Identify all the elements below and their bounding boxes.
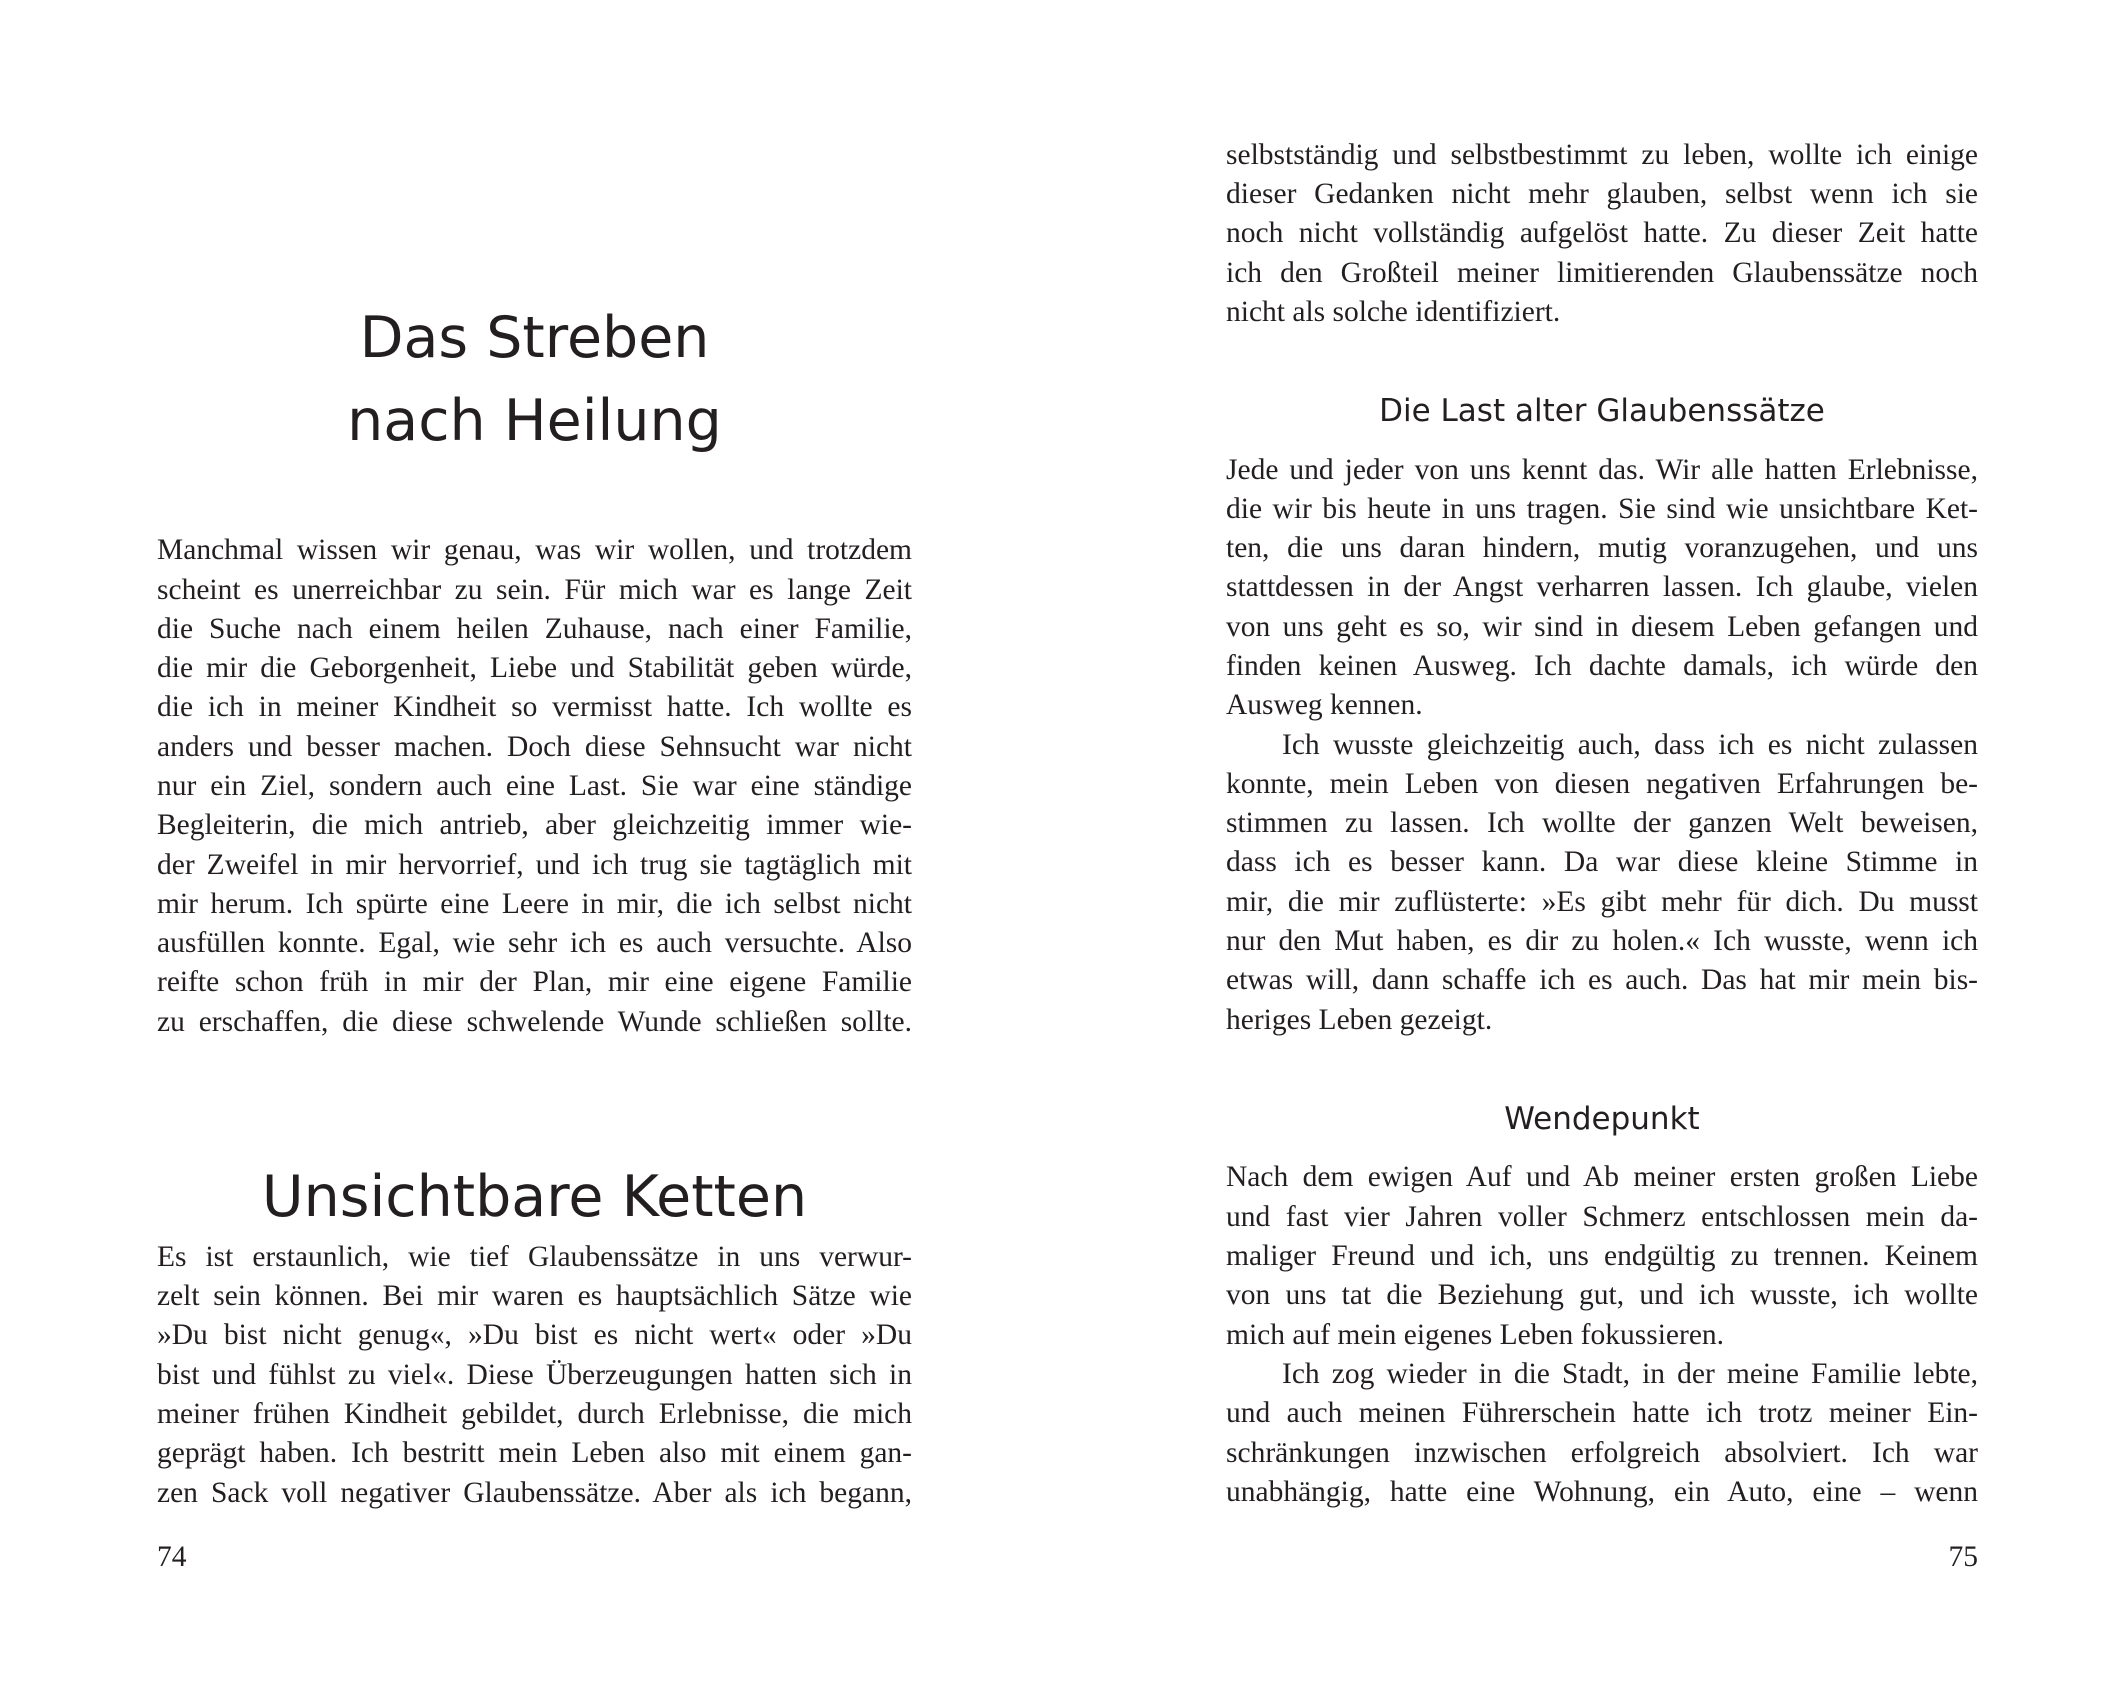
text-line: konnte, mein Leben von diesen negativen Erfahrungen be- <box>1226 768 1978 800</box>
text-line: finden keinen Ausweg. Ich dachte damals, ich würde den <box>1226 650 1978 682</box>
text-line: die ich in meiner Kindheit so vermisst hatte. Ich wollte es <box>157 691 912 723</box>
text-line: ten, die uns daran hindern, mutig voranzugehen, und uns <box>1226 532 1978 564</box>
text-line: nur den Mut haben, es dir zu holen.« Ich wusste, wenn ich <box>1226 925 1978 957</box>
text-line: und fast vier Jahren voller Schmerz entschlossen mein da- <box>1226 1201 1978 1233</box>
page-number: 75 <box>1948 1541 1978 1573</box>
text-line: maliger Freund und ich, uns endgültig zu trennen. Keinem <box>1226 1240 1978 1272</box>
text-line: selbstständig und selbstbestimmt zu leben, wollte ich einige <box>1226 139 1978 171</box>
text-line: dass ich es besser kann. Da war diese kleine Stimme in <box>1226 846 1978 878</box>
text-line: anders und besser machen. Doch diese Sehnsucht war nicht <box>157 731 912 763</box>
text-line: geprägt haben. Ich bestritt mein Leben also mit einem gan- <box>157 1437 912 1469</box>
text-line: mir herum. Ich spürte eine Leere in mir, die ich selbst nicht <box>157 888 912 920</box>
subheading-burden: Die Last alter Glaubenssätze <box>1379 393 1825 429</box>
text-line: Ausweg kennen. <box>1226 689 1423 721</box>
subheading-turning-point: Wendepunkt <box>1504 1101 1700 1137</box>
text-line: etwas will, dann schaffe ich es auch. Das hat mir mein bis- <box>1226 964 1978 996</box>
text-line: Ich zog wieder in die Stadt, in der meine Familie lebte, <box>1282 1358 1978 1390</box>
text-line: ausfüllen konnte. Egal, wie sehr ich es auch versuchte. Also <box>157 927 912 959</box>
text-line: von uns tat die Beziehung gut, und ich wusste, ich wollte <box>1226 1279 1978 1311</box>
text-line: Manchmal wissen wir genau, was wir wollen, und trotzdem <box>157 534 912 566</box>
text-line: die mir die Geborgenheit, Liebe und Stabilität geben würde, <box>157 652 912 684</box>
text-line: scheint es unerreichbar zu sein. Für mich war es lange Zeit <box>157 574 912 606</box>
text-line: zu erschaffen, die diese schwelende Wunde schließen sollte. <box>157 1006 912 1038</box>
text-line: stimmen zu lassen. Ich wollte der ganzen Welt beweisen, <box>1226 807 1978 839</box>
text-line: stattdessen in der Angst verharren lassen. Ich glaube, vielen <box>1226 571 1978 603</box>
text-line: bist und fühlst zu viel«. Diese Überzeugungen hatten sich in <box>157 1359 912 1391</box>
text-line: heriges Leben gezeigt. <box>1226 1004 1493 1036</box>
text-line: ich den Großteil meiner limitierenden Glaubenssätze noch <box>1226 257 1978 289</box>
text-line: zelt sein können. Bei mir waren es hauptsächlich Sätze wie <box>157 1280 912 1312</box>
text-line: Ich wusste gleichzeitig auch, dass ich es nicht zulassen <box>1282 729 1978 761</box>
text-line: »Du bist nicht genug«, »Du bist es nicht wert« oder »Du <box>157 1319 912 1351</box>
text-line: noch nicht vollständig aufgelöst hatte. Zu dieser Zeit hatte <box>1226 217 1978 249</box>
text-line: reifte schon früh in mir der Plan, mir eine eigene Familie <box>157 966 912 998</box>
text-line: zen Sack voll negativer Glaubenssätze. Aber als ich begann, <box>157 1477 912 1509</box>
text-line: meiner frühen Kindheit gebildet, durch Erlebnisse, die mich <box>157 1398 912 1430</box>
text-line: nicht als solche identifiziert. <box>1226 296 1561 328</box>
text-line: mir, die mir zuflüsterte: »Es gibt mehr für dich. Du musst <box>1226 886 1978 918</box>
text-line: Es ist erstaunlich, wie tief Glaubenssätze in uns verwur- <box>157 1241 912 1273</box>
text-line: nur ein Ziel, sondern auch eine Last. Sie war eine ständige <box>157 770 912 802</box>
text-line: und auch meinen Führerschein hatte ich trotz meiner Ein- <box>1226 1397 1978 1429</box>
page-number: 74 <box>157 1541 187 1573</box>
text-line: unabhängig, hatte eine Wohnung, ein Auto, eine – wenn <box>1226 1476 1978 1508</box>
chapter-title-line-1: Das Streben <box>359 305 710 371</box>
text-line: der Zweifel in mir hervorrief, und ich trug sie tagtäglich mit <box>157 849 912 881</box>
text-line: von uns geht es so, wir sind in diesem Leben gefangen und <box>1226 611 1978 643</box>
text-line: die Suche nach einem heilen Zuhause, nach einer Familie, <box>157 613 912 645</box>
chapter-title-line-2: nach Heilung <box>347 388 722 454</box>
text-line: die wir bis heute in uns tragen. Sie sind wie unsichtbare Ket- <box>1226 493 1978 525</box>
text-line: Nach dem ewigen Auf und Ab meiner ersten großen Liebe <box>1226 1161 1978 1193</box>
text-line: Begleiterin, die mich antrieb, aber gleichzeitig immer wie- <box>157 809 912 841</box>
text-line: mich auf mein eigenes Leben fokussieren. <box>1226 1319 1725 1351</box>
text-line: dieser Gedanken nicht mehr glauben, selbst wenn ich sie <box>1226 178 1978 210</box>
text-line: schränkungen inzwischen erfolgreich absolviert. Ich war <box>1226 1437 1978 1469</box>
section-title: Unsichtbare Ketten <box>261 1164 808 1230</box>
text-line: Jede und jeder von uns kennt das. Wir alle hatten Erlebnisse, <box>1226 454 1978 486</box>
